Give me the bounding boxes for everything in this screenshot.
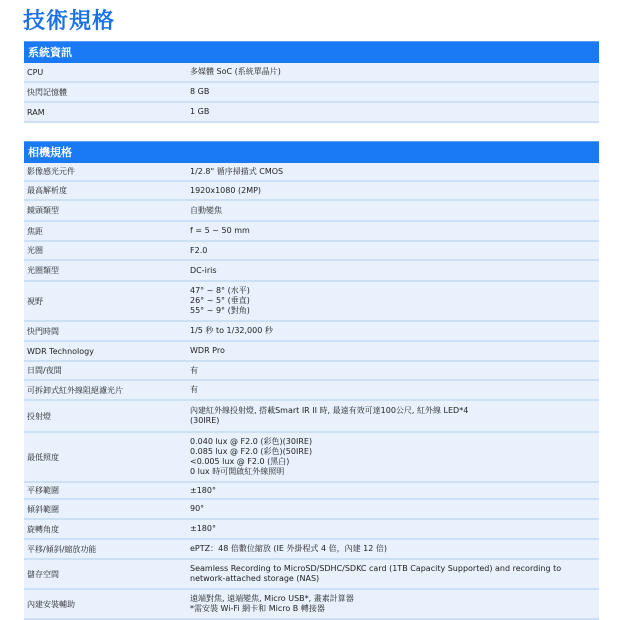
spec-row (24, 63, 599, 83)
spec-value: 有 (190, 385, 198, 394)
spec-value: Seamless Recording to MicroSD/SDHC/SDKC card (1TB Capacity Supported) and recording to network-attached storage (NAS) (190, 564, 562, 583)
spec-value: f = 5 ~ 50 mm (190, 226, 250, 235)
spec-row (24, 242, 599, 261)
camera-spec-section (24, 141, 599, 620)
spec-row (24, 103, 599, 123)
spec-value: 8 GB (190, 87, 210, 96)
spec-row (24, 322, 599, 342)
spec-row (24, 182, 599, 201)
spec-row (24, 500, 599, 520)
spec-value: ePTZ：48 倍數位縮放 (IE 外掛程式 4 倍，內建 12 倍) (190, 544, 388, 553)
spec-row (24, 163, 599, 182)
spec-value: 1/2.8" 循序掃描式 CMOS (190, 166, 284, 176)
spec-label: 鏡頭類型 (27, 206, 59, 215)
spec-value: ±180° (190, 524, 216, 533)
spec-label: 最高解析度 (27, 186, 67, 195)
spec-label: 光圈類型 (27, 266, 59, 275)
spec-label: 快門時間 (27, 326, 59, 336)
spec-label: WDR Technology (27, 346, 94, 356)
spec-label: 平移/傾斜/縮放功能 (27, 544, 97, 554)
spec-label: 可拆卸式紅外線阻絕濾光片 (27, 385, 123, 395)
spec-value: WDR Pro (190, 346, 225, 355)
spec-value: 1/5 秒 to 1/32,000 秒 (190, 326, 273, 335)
spec-label: 儲存空間 (27, 569, 59, 579)
spec-row (24, 401, 599, 433)
spec-label: 焦距 (27, 226, 43, 236)
spec-row (24, 362, 599, 381)
spec-label: 視野 (27, 296, 43, 306)
spec-row (24, 261, 599, 282)
spec-row (24, 483, 599, 500)
system-info-section (24, 41, 599, 123)
spec-label: 平移範圍 (27, 486, 59, 495)
spec-label: CPU (27, 67, 44, 77)
spec-value: ±180° (190, 485, 216, 495)
spec-value: 多媒體 SoC (系統單晶片) (190, 67, 281, 76)
spec-label: 光圈 (27, 246, 43, 255)
spec-label: RAM (27, 107, 45, 117)
spec-row (24, 201, 599, 222)
spec-value: 1920x1080 (2MP) (190, 185, 262, 195)
spec-row (24, 342, 599, 362)
spec-label: 投射燈 (27, 411, 51, 421)
spec-row (24, 540, 599, 560)
spec-label: 影像感光元件 (27, 167, 75, 176)
spec-label: 日間/夜間 (27, 366, 62, 375)
spec-value: 有 (190, 365, 198, 375)
section-header: 系統資訊 (24, 41, 599, 63)
spec-value: 內建紅外線投射燈, 搭載Smart IR II 時, 最遠有效可達100公尺, 紅外線 LED*4 (30IRE) (190, 406, 469, 425)
spec-value: 遠端對焦, 遠端變焦, Micro USB*, 畫素計算器 *需安裝 Wi-Fi 網卡和 Micro B 轉接器 (190, 594, 354, 613)
spec-row (24, 282, 599, 322)
spec-value: F2.0 (190, 245, 208, 255)
spec-row (24, 590, 599, 620)
spec-label: 最低照度 (27, 452, 59, 462)
spec-label: 內建安裝輔助 (27, 599, 75, 609)
spec-row (24, 433, 599, 483)
spec-label: 快閃記憶體 (27, 87, 67, 97)
spec-value: 47° ~ 8° (水平) 26° ~ 5° (垂直) 55° ~ 9° (對角) (190, 286, 250, 315)
spec-value: DC-iris (190, 265, 217, 275)
page-title: 技術規格 (23, 9, 116, 34)
spec-row (24, 560, 599, 590)
spec-label: 傾斜範圍 (27, 504, 59, 514)
section-header: 相機規格 (24, 141, 599, 163)
spec-value: 90° (190, 504, 205, 513)
spec-value: 1 GB (190, 107, 210, 116)
spec-row (24, 222, 599, 242)
spec-row (24, 83, 599, 103)
spec-row (24, 381, 599, 401)
spec-value: 0.040 lux @ F2.0 (彩色)(30IRE) 0.085 lux @ F2.0 (彩色)(50IRE) <0.005 lux @ F2.0 (黑白) 0 lux 時可開啟紅外線照明 (190, 437, 313, 476)
spec-row (24, 520, 599, 540)
spec-label: 旋轉角度 (27, 524, 59, 534)
spec-value: 自動變焦 (190, 205, 222, 215)
